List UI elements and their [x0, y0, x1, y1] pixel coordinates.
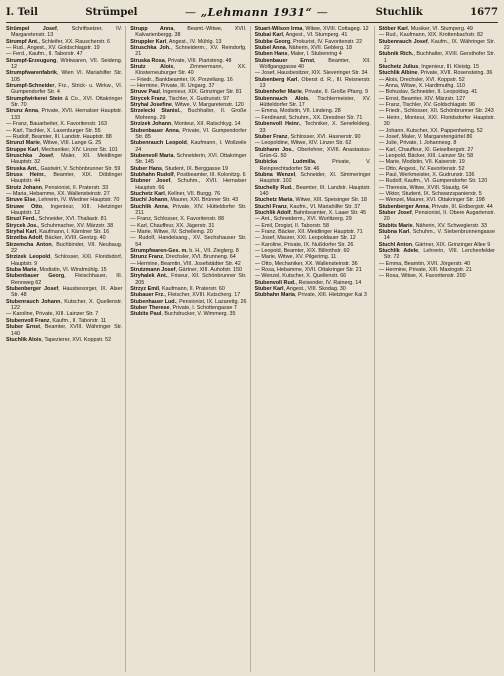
directory-entry: — Marie, Modistin, VII. Kaiserstr. 19	[378, 159, 465, 166]
directory-entry: Stöber Karl, Musiker, VI. Stumperg. 49	[378, 26, 473, 32]
directory-entry: Stubenrauch Johann, Kutscher, X. Quellenstr. 122	[6, 298, 123, 312]
directory-entry: Stubenrauch Leopold, Kaufmann, I. Wollzeile 24	[130, 140, 247, 153]
directory-entry: Strunzl Marie, Witwe, VIII. Lange G. 25	[6, 140, 102, 147]
directory-entry: — Hermine, Beamtin, VIII. Josefstädter Str. 42	[130, 260, 241, 267]
publication-title-text: „Lehmann 1931“	[200, 5, 313, 19]
directory-entry: Stryhal Josefine, Witwe, V. Margaretenstr. 120	[130, 102, 244, 109]
directory-entry: Stubhann Jos., Oberlehrer, XVIII. Anastasius-Grün-G. 50	[254, 146, 371, 159]
directory-entry: Stubits Paul, Buchdrucker, V. Wimmerg. 35	[130, 311, 236, 318]
directory-entry: — Marie, Witwe, XV. Pilgerimg. 11	[254, 254, 337, 261]
directory-entry: Stuchl Johann, Maurer, XXI. Brünner Str. 43	[130, 197, 239, 204]
directory-entry: — Emil, Drogist, II. Taborstr. 58	[254, 222, 329, 229]
directory-entry: — Franz, Bauarbeiter, X. Favoritenstr. 163	[6, 121, 107, 128]
directory-entry: — Leopold, Beamter, XIX. Billrothstr. 60	[254, 248, 350, 255]
directory-entry: Strumpfwirkerei Stein & Co., XVI. Ottakringer Str. 70	[6, 95, 123, 109]
directory-entry: Stubbe Georg, Prokurist, IV. Favoritenstr. 22	[254, 38, 363, 45]
directory-entry: — Karoline, Private, IX. Nußdorfer Str. 26	[254, 241, 354, 248]
directory-entry: Strzelecki Stanisl., Buchhalter, II. Große Mohreng. 29	[130, 108, 247, 121]
directory-entry: Stuber Josef, Pensionist, II. Obere Augartenstr. 20	[378, 209, 495, 223]
directory-entry: — Franz, Tischler, XV. Goldschlagstr. 96	[378, 102, 476, 109]
directory-entry: Stubhahn Maria, Private, XIII. Hietzinger Kai 3	[254, 292, 367, 299]
directory-entry: — Ernst, Beamter, XIV. Märzstr. 127	[378, 95, 466, 102]
directory-entry: Stubenvoll Rud., Reisender, IV. Rainerg. 14	[254, 279, 362, 286]
directory-entry: Stubenrauch Alois, Tischlermeister, XV. Hütteldorfer Str. 17	[254, 95, 371, 109]
directory-entry: Stuchlik Anna, Private, XIV. Hütteldorfer Str. 211	[130, 203, 247, 216]
directory-entry: — Ferd., Kaufm., II. Taborstr. 47	[6, 51, 83, 58]
directory-entry: Stubenbauer Ernst, Beamter, XII. Wolfganggasse 40	[254, 57, 371, 71]
directory-entry: Stuber Karl, Angest., VIII. Skodag. 30	[254, 286, 346, 293]
directory-entry: — Josef, Maurer, XXI. Leopoldauer Str. 12	[254, 235, 356, 242]
directory-entry: — Josef, Maler, V. Margaretengürtel 86	[378, 133, 473, 140]
directory-entry: — Franz, Schlosser, X. Favoritenstr. 88	[130, 216, 225, 223]
directory-entry: Strunz Anna, Private, XVII. Hernalser Hauptstr. 133	[6, 108, 123, 121]
directory-entry: Stuart-Wilson Irma, Witwe, XVIII. Cottageg. 12	[254, 26, 369, 32]
directory-entry: — Bohuslav, Schneider, II. Leopoldsg. 41	[378, 89, 478, 96]
directory-entry: — Paul, Werkmeister, X. Gudrunstr. 136	[378, 171, 475, 178]
directory-entry: Stubenbauer Anna, Private, VI. Gumpendorfer Str. 85	[130, 127, 247, 140]
page-number: 1677	[470, 6, 498, 18]
directory-entry: Stubenberger Anna, Private, III. Erdbergstr. 44	[378, 203, 493, 210]
running-name-left: Strümpel	[85, 6, 138, 18]
directory-entry: Struzl Ferd., Schneider, XVI. Thaliastr. 81	[6, 216, 107, 223]
directory-entry: Stuchlik Adele, Lehrerin, VIII. Lerchenfelder Str. 72	[378, 248, 495, 261]
directory-entry: Struppler Karl, Angest., IV. Mühlg. 13	[130, 38, 222, 45]
directory-entry: — Emma, Beamtin, XVII. Jörgerstr. 40	[378, 260, 471, 267]
running-name-right: Stuchlik	[375, 6, 423, 18]
directory-entry: — Rud., Kaufmann, XIX. Krottenbachstr. 82	[378, 32, 484, 39]
directory-entry: Stuchl Franz, Kaufm., VI. Mariahilfer Str. 37	[254, 203, 361, 210]
directory-entry: Strunz Franz, Drechsler, XVI. Brunneng. 64	[130, 254, 236, 261]
directory-entry: Stubenbauer Georg, Fleischhauer, III. Rennweg 62	[6, 273, 123, 286]
directory-entry: Stuchetz Maria, Witwe, XIII. Speisinger Str. 18	[254, 197, 367, 204]
directory-entry: — Leopold, Bäcker, XIII. Lainzer Str. 58	[378, 152, 474, 159]
directory-entry: — Emma, Modistin, VII. Lindeng. 28	[254, 108, 341, 115]
directory-entry: Stuber Ernst, Beamter, XVIII. Währinger Str. 140	[6, 324, 123, 337]
directory-entry: — Ferdinand, Schuhm., XX. Dresdner Str. 71	[254, 114, 363, 121]
directory-entry: Stuber Therese, Private, I. Schottengasse 7	[130, 305, 237, 312]
directory-entry: — Karl, Chauffeur, XI. Geiselbergstr. 27	[378, 146, 474, 153]
directory-entry: Stuber Franz, Schlosser, XVI. Hasnerstr. 90	[254, 133, 361, 140]
directory-entry: Strycek Franz, Tischler, X. Gudrunstr. 97	[130, 95, 230, 102]
directory-entry: — Marie, Witwe, IV. Schelleing. 20	[130, 229, 213, 235]
directory-entry: Stryhal Karl, Kaufmann, I. Kärntner Str. 16	[6, 229, 110, 235]
directory-entry: — Franz, Bäcker, XII. Meidlinger Hauptstr. 71	[254, 229, 363, 235]
directory-entry: Stubna Karl, Schuhm., V. Siebenbrunnengasse 14	[378, 229, 495, 242]
directory-entry: Strutzmann Josef, Gärtner, XIII. Auhofstr. 150	[130, 267, 243, 274]
directory-entry: Stubenvoll Maria, Schneiderin, XVI. Ottakringer Str. 145	[130, 152, 247, 166]
directory-entry: Stuchl Anton, Gärtner, XIX. Grinzinger Allee 9	[378, 241, 491, 248]
directory-entry: Stuchlik Adolf, Bahnbeamter, X. Laaer Str. 45	[254, 209, 367, 216]
directory-entry: Stubenhofer Marie, Private, II. Große Pfarrg. 9	[254, 89, 369, 96]
directory-entry: — Friedr., Schlosser, XII. Schönbrunner Str. 243	[378, 108, 494, 115]
directory-entry: Stuchelly Rud., Beamter, III. Landstr. Hauptstr. 140	[254, 184, 371, 197]
directory-entry: — Hermine, Private, III. Ungarg. 37	[130, 83, 215, 90]
directory-entry: Strupp Anna, Beamt.-Witwe, XVII. Kalvarienbergg. 38	[130, 26, 247, 39]
directory-entry: Struppe Karl, Mechaniker, XIV. Linzer Str. 101	[6, 146, 118, 153]
directory-entry: Stubenrauch Josef, Kaufm., IX. Währinger Str. 22	[378, 38, 495, 52]
directory-entry: Stubenvoll Heinr., Techniker, X. Senefelderg. 33	[254, 121, 371, 134]
directory-entry: Strumpfwaren-Ges. m. b. H., VII. Zieglerg. 8	[130, 248, 239, 255]
directory-entry: Strzemcha Anton, Buchbinder, VII. Neubaug. 22	[6, 241, 123, 255]
directory-entry: Stubicka Ludmilla, Private, V. Reinprechtsdorfer Str. 46	[254, 159, 371, 172]
directory-entry: — Viktor, Student, IX. Schwarzspanierstr. 5	[378, 190, 482, 197]
directory-entry: — Hermine, Private, XIII. Maxingstr. 21	[378, 267, 472, 274]
directory-entry: — Heinr., Monteur, XXI. Floridsdorfer Hauptstr. 30	[378, 114, 495, 128]
directory-entry: Stuchetz Karl, Kellner, VII. Burgg. 76	[130, 190, 221, 197]
directory-entry: Stubner Josef, Schuhm., XVII. Hernalser Hauptstr. 66	[130, 178, 247, 191]
directory-entry: — Alois, Drechsler, XVI. Koppstr. 52	[378, 76, 465, 83]
directory-entry: — Rosa, Witwe, X. Favoritenstr. 200	[378, 273, 466, 280]
directory-entry: Stubenberger Josef, Hausbesorger, IX. Alser Str. 48	[6, 286, 123, 299]
directory-entry: Strumpf-Erzeugung, Wirkwaren, VII. Seideng. 12	[6, 57, 123, 71]
directory-entry: Stuben Hans, Maler, I. Stubenring 4	[254, 51, 342, 58]
directory-entry: Struve Paul, Ingenieur, XIX. Grinzinger Str. 81	[130, 89, 242, 96]
directory-entry: Strutz Alois, Zimmermann, XX. Klosterneuburger Str. 40	[130, 64, 247, 77]
directory-entry: Struve Else, Lehrerin, IV. Wiedner Hauptstr. 70	[6, 197, 120, 204]
directory-entry: Stubnik Rich., Buchhalter, XVIII. Gersthofer Str. 1	[378, 51, 495, 64]
directory-entry: — Anna, Witwe, X. Hardtmuthg. 110	[378, 83, 465, 90]
directory-entry: Stubenvoll Franz, Kaufm., II. Taborstr. 11	[6, 317, 107, 324]
directory-entry: Stubits Marie, Näherin, XV. Schweglerstr. 33	[378, 222, 488, 229]
directory-entry: — Rud., Angest., XV. Goldschlagstr. 19	[6, 45, 100, 52]
directory-entry: — Theresia, Witwe, XVIII. Staudg. 64	[378, 184, 468, 191]
column-1	[6, 26, 126, 672]
directory-entry: — Rudolf, Kaufm., VI. Gumpendorfer Str. 120	[378, 178, 488, 185]
directory-entry: Struschka Josef, Maler, XII. Meidlinger Hauptstr. 32	[6, 152, 123, 166]
directory-entry: — Karl, Chauffeur, XX. Jägerstr. 31	[130, 222, 215, 229]
column-4	[379, 26, 498, 672]
directory-entry: — Karl, Tischler, X. Laxenburger Str. 55	[6, 127, 101, 134]
directory-entry: Struss Heinr., Beamter, XIX. Döblinger Hauptstr. 44	[6, 171, 123, 185]
directory-entry: — Karoline, Private, XIII. Lainzer Str. 7	[6, 311, 99, 318]
directory-entry: — Ant., Schneiderm., XVI. Wurlitzerg. 29	[254, 216, 352, 223]
directory-entry: — Rosa, Hebamme, XVII. Ottakringer Str. 21	[254, 267, 362, 274]
directory-entry: Stuba Marie, Modistin, VI. Windmühlg. 15	[6, 267, 107, 274]
directory-entry: Strumpfwarenfabrik, Wien VI. Mariahilfer Str. 105	[6, 70, 123, 83]
directory-entry: Stuchlik Albine, Private, XVII. Rosensteing. 36	[378, 70, 493, 77]
directory-entry: Stubauer Frz., Fleischer, XVIII. Kutscherg. 17	[130, 292, 241, 299]
directory-entry: Struwe Otto, Ingenieur, XIII. Hietzinger Hauptstr. 12	[6, 203, 123, 216]
columns-container	[6, 26, 498, 672]
directory-entry: Strycek Jos., Schuhmacher, XV. Märzstr. 38	[6, 222, 114, 229]
page-header	[6, 2, 498, 23]
directory-entry: — Rudolf, Handelsang., XV. Sechshauser Str. 54	[130, 235, 247, 248]
section-label: I. Teil	[6, 6, 38, 18]
column-3	[255, 26, 375, 672]
publication-title: — „Lehmann 1931“ —	[184, 5, 329, 19]
directory-entry: Strutz Johann, Pensionist, II. Praterstr. 33	[6, 184, 109, 191]
column-2	[130, 26, 250, 672]
directory-entry: Stryhalek Ant., Friseur, XII. Schönbrunner Str. 205	[130, 273, 247, 286]
directory-entry: Strzizek Leopold, Schlosser, XXI. Floridsdorf, Hauptstr. 9	[6, 254, 123, 267]
directory-entry: — Wenzel, Kutscher, X. Quellenstr. 66	[254, 273, 347, 280]
directory-entry: — Maria, Hebamme, XX. Wallensteinstr. 27	[6, 190, 110, 197]
directory-entry: — Rudolf, Beamter, III. Landstr. Hauptstr. 88	[6, 133, 112, 140]
directory-entry: — Otto, Angest., IV. Favoritenstr. 52	[378, 165, 465, 172]
directory-entry: — Julie, Private, I. Johannesg. 8	[378, 140, 457, 147]
directory-entry: — Josef, Hausbesitzer, XIX. Sieveringer Str. 34	[254, 70, 368, 77]
directory-entry: Stuchlik Alois, Tapezierer, XVI. Koppstr. 52	[6, 336, 112, 343]
directory-entry: Strzelba Adolf, Bäcker, XVIII. Gentzg. 40	[6, 235, 106, 242]
directory-entry: Strumpf Ant., Schleifer, XX. Rauscherstr. 6	[6, 38, 111, 45]
directory-entry: — Johann, Kutscher, XX. Pappenheimg. 52	[378, 127, 483, 134]
directory-entry: — Otto, Mechaniker, XX. Wallensteinstr. 36	[254, 260, 358, 267]
directory-entry: Struska Ant., Gastwirt, V. Schönbrunner Str. 59	[6, 165, 121, 172]
directory-entry: Stuber Hans, Student, IX. Berggasse 19	[130, 165, 228, 172]
directory-entry: Stubenberg Karl, Oberst d. R., III. Reisnerstr. 13	[254, 76, 371, 90]
directory-entry: Stubai Karl, Angest., VI. Stumperg. 41	[254, 32, 348, 39]
directory-entry: Struschka Joh., Schneiderm., XV. Reindorfg. 21	[130, 45, 247, 58]
directory-entry: Struska Rosa, Private, VIII. Piaristeng. 48	[130, 57, 232, 64]
directory-entry: Stubel Anna, Näherin, XVII. Geblerg. 18	[254, 45, 352, 52]
directory-entry: Strzizek Johann, Monteur, XII. Ratschkyg. 14	[130, 121, 241, 128]
directory-entry: Strumpf-Schneider, Frz., Strick- u. Wirkw., VI. Gumpendorfer Str. 4	[6, 83, 123, 96]
directory-entry: Stuchetz Julius, Ingenieur, III. Kleistg. 15	[378, 64, 480, 71]
directory-entry: — Friedr., Bankbeamter, IX. Porzellang. 16	[130, 76, 233, 83]
directory-entry: Strümpel Josef, Schriftsetzer, IV. Margaretenstr. 13	[6, 26, 123, 39]
directory-entry: Stubhahn Rudolf, Postbeamter, III. Kolonitzg. 6	[130, 171, 246, 178]
directory-entry: Stubna Wenzel, Schneider, XI. Simmeringer Hauptstr. 102	[254, 171, 371, 185]
directory-entry: — Wenzel, Maurer, XVI. Ottakringer Str. 198	[378, 197, 485, 204]
directory-entry: — Leopoldine, Witwe, XIV. Linzer Str. 62	[254, 140, 352, 147]
directory-entry: Stubenhauer Lud., Pensionist, IX. Lazarettg. 26	[130, 298, 247, 305]
directory-entry: Strzyz Emil, Kaufmann, II. Praterstr. 60	[130, 286, 225, 293]
